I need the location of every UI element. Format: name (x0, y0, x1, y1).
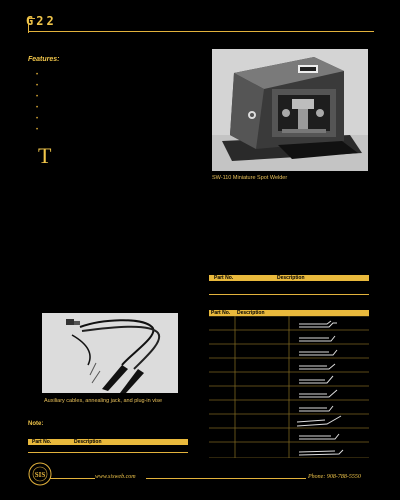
table3-header-bar (28, 439, 188, 445)
feature-list (36, 70, 38, 136)
table3-rule (28, 452, 188, 453)
note-label: Note: (28, 421, 44, 427)
drop-cap-letter: T (38, 143, 52, 168)
tip-table-grid (209, 316, 369, 458)
sis-logo-icon (28, 462, 52, 486)
features-title: Features: (28, 56, 60, 63)
auxiliary-caption: Auxiliary cables, annealing jack, and plug-in vise (44, 398, 163, 404)
feature-bullet: • (36, 116, 39, 122)
page-code: G22 (26, 14, 57, 28)
spot-welder-photo (212, 49, 368, 171)
table2-col-desc: Description (237, 310, 265, 316)
auxiliary-cables-photo (42, 313, 178, 393)
footer-rule-left (50, 478, 95, 479)
footer-rule-right (146, 478, 306, 479)
sis-logo (28, 462, 52, 486)
feature-bullet: • (36, 105, 39, 111)
spot-welder-illustration (212, 49, 368, 171)
feature-bullet: • (36, 72, 39, 78)
tip-table-body (209, 316, 369, 458)
feature-bullet: • (36, 94, 39, 100)
table1-col-part: Part No. (214, 275, 234, 281)
header-rule (28, 31, 374, 32)
table3-col-desc: Description (74, 439, 102, 445)
svg-text:SIS: SIS (34, 471, 46, 479)
footer-phone: Phone: 908-788-5550 (308, 474, 361, 480)
cables-illustration (42, 313, 178, 393)
table1-rule (209, 294, 369, 295)
table2-col-part: Part No. (211, 310, 231, 316)
feature-bullet: • (36, 127, 39, 133)
footer-website[interactable]: www.sisweb.com (95, 474, 136, 480)
table3-col-part: Part No. (32, 439, 52, 445)
feature-bullet: • (36, 83, 39, 89)
spot-welder-caption: SW-110 Miniature Spot Welder (212, 175, 288, 181)
table1-col-desc: Description (277, 275, 305, 281)
table1-header-bar (209, 275, 369, 281)
